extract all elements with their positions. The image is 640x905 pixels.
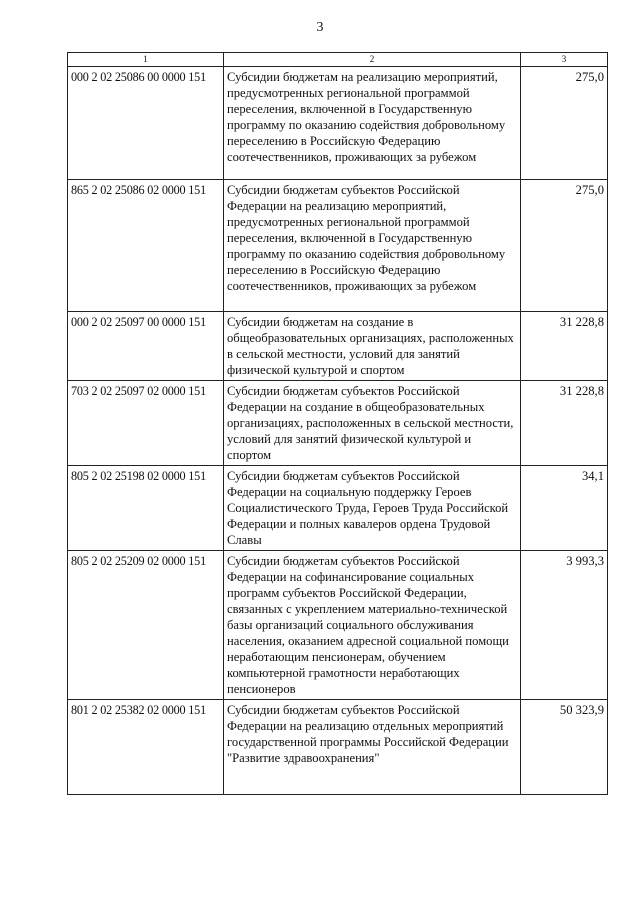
income-name: Субсидии бюджетам субъектов Российской Федерации на социальную поддержку Героев Социалистического Труда, Героев Труда Российской Федерации и полных кавалеров ордена Трудовой Славы [224, 466, 521, 551]
budget-code: 801 2 02 25382 02 0000 151 [68, 700, 224, 795]
income-name: Субсидии бюджетам на реализацию мероприятий, предусмотренных региональной программой переселения, включенной в Государственную программу по оказанию содействия добровольному переселению в Российскую Федерацию соотечественников, проживающих за рубежом [224, 67, 521, 180]
budget-table [67, 52, 608, 795]
budget-code: 805 2 02 25209 02 0000 151 [68, 551, 224, 700]
table-row [68, 551, 608, 700]
income-name: Субсидии бюджетам субъектов Российской Федерации на реализацию отдельных мероприятий государственной программы Российской Федерации "Развитие здравоохранения" [224, 700, 521, 795]
amount: 50 323,9 [521, 700, 608, 795]
budget-code: 000 2 02 25086 00 0000 151 [68, 67, 224, 180]
income-name: Субсидии бюджетам на создание в общеобразовательных организациях, расположенных в сельской местности, условий для занятий физической культурой и спортом [224, 312, 521, 381]
table-row [68, 466, 608, 551]
budget-code: 865 2 02 25086 02 0000 151 [68, 180, 224, 312]
budget-code: 703 2 02 25097 02 0000 151 [68, 381, 224, 466]
amount: 275,0 [521, 67, 608, 180]
table-row [68, 312, 608, 381]
page-number: 3 [316, 20, 324, 35]
column-header-3: 3 [521, 53, 608, 67]
budget-code: 000 2 02 25097 00 0000 151 [68, 312, 224, 381]
amount: 275,0 [521, 180, 608, 312]
amount: 34,1 [521, 466, 608, 551]
budget-code: 805 2 02 25198 02 0000 151 [68, 466, 224, 551]
amount: 3 993,3 [521, 551, 608, 700]
table-row [68, 381, 608, 466]
amount: 31 228,8 [521, 312, 608, 381]
column-header-2: 2 [224, 53, 521, 67]
table-row [68, 67, 608, 180]
amount: 31 228,8 [521, 381, 608, 466]
table-header-row [68, 53, 608, 67]
column-header-1: 1 [68, 53, 224, 67]
income-name: Субсидии бюджетам субъектов Российской Федерации на реализацию мероприятий, предусмотренных региональной программой переселения, включенной в Государственную программу по оказанию содействия добровольному переселению в Российскую Федерацию соотечественников, проживающих за рубежом [224, 180, 521, 312]
table-row [68, 700, 608, 795]
income-name: Субсидии бюджетам субъектов Российской Федерации на софинансирование социальных программ субъектов Российской Федерации, связанных с укреплением материально-технической базы организаций социального обслуживания населения, оказанием адресной социальной помощи неработающим пенсионерам, обучением компьютерной грамотности неработающих пенсионеров [224, 551, 521, 700]
table-row [68, 180, 608, 312]
income-name: Субсидии бюджетам субъектов Российской Федерации на создание в общеобразовательных организациях, расположенных в сельской местности, условий для занятий физической культурой и спортом [224, 381, 521, 466]
